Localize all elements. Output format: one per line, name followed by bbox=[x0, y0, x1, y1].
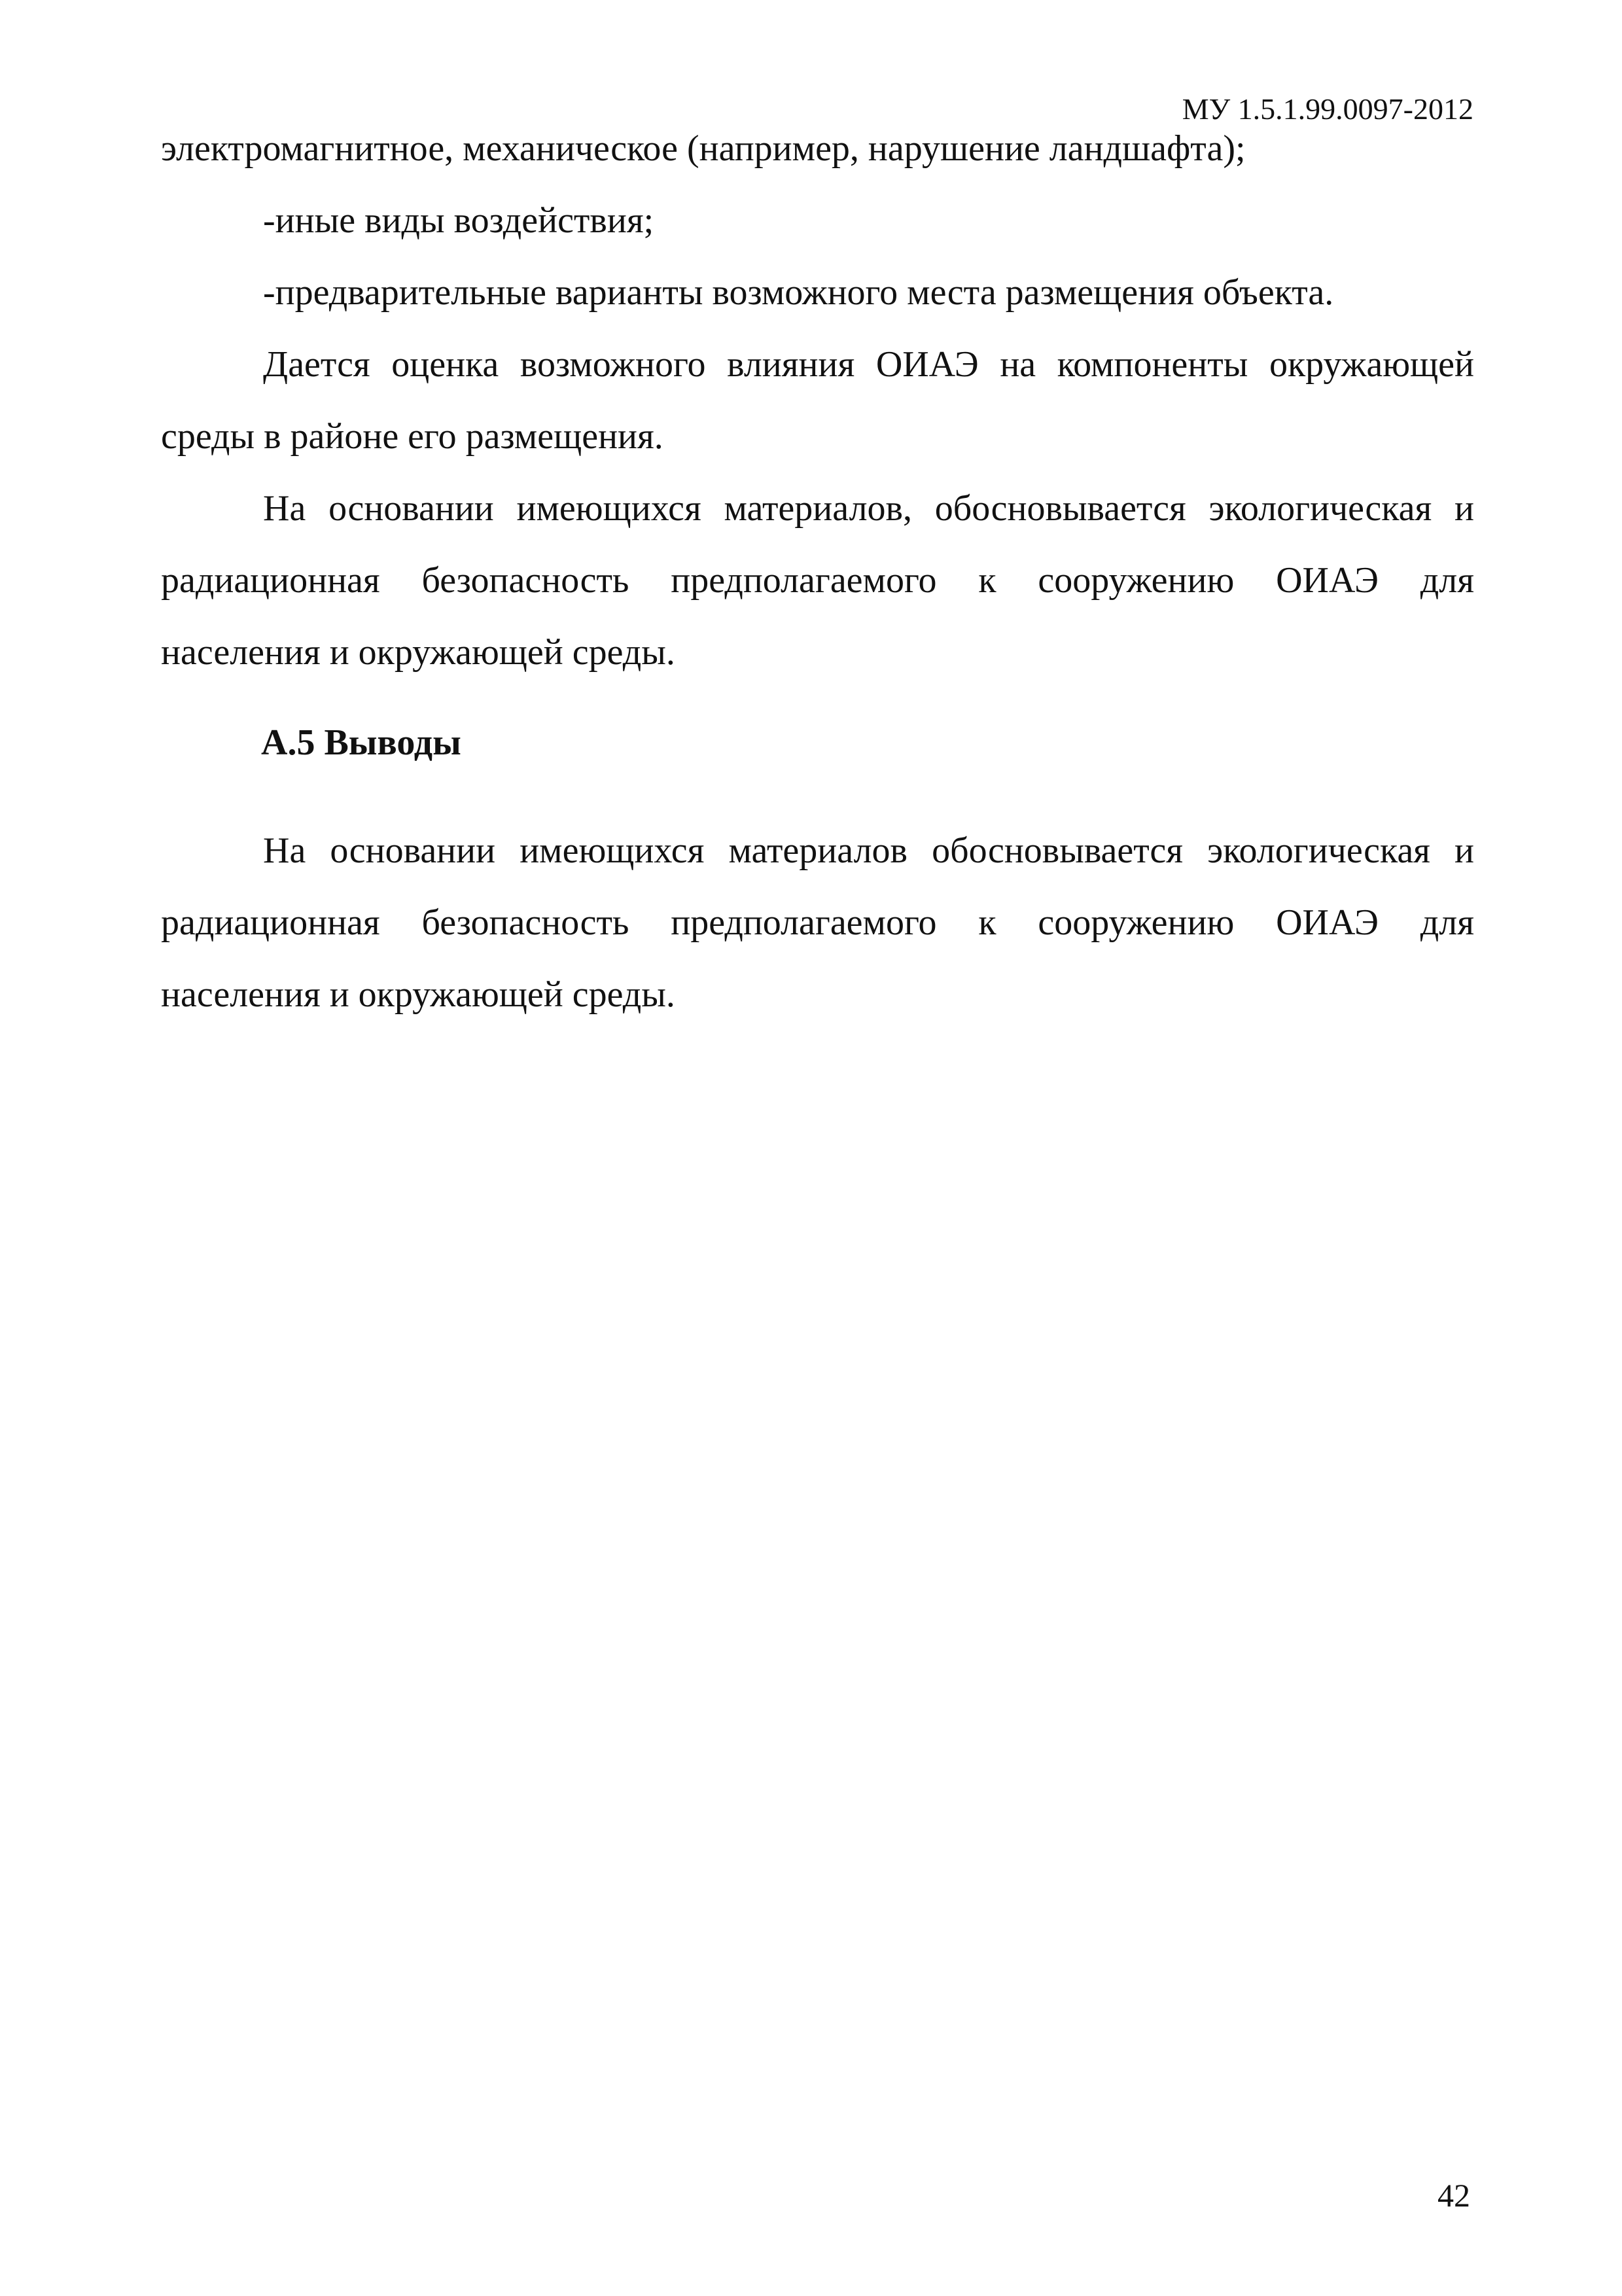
paragraph-line: На основании имеющихся материалов обосновывается экологическая и bbox=[263, 830, 1474, 871]
document-code-header: МУ 1.5.1.99.0097-2012 bbox=[1182, 92, 1473, 126]
paragraph-line: Дается оценка возможного влияния ОИАЭ на компоненты окружающей bbox=[263, 344, 1474, 385]
conclusions-text bbox=[161, 815, 1474, 1031]
section-a4-text bbox=[161, 113, 1474, 688]
paragraph-line: радиационная безопасность предполагаемого к сооружению ОИАЭ для bbox=[161, 560, 1474, 601]
section-heading: А.5 Выводы bbox=[261, 722, 461, 763]
paragraph-line: населения и окружающей среды. bbox=[161, 974, 675, 1015]
list-item: -иные виды воздействия; bbox=[263, 200, 654, 241]
list-item: -предварительные варианты возможного места размещения объекта. bbox=[263, 272, 1334, 313]
page-number: 42 bbox=[1437, 2177, 1470, 2214]
paragraph-line: среды в районе его размещения. bbox=[161, 416, 663, 457]
text-line: электромагнитное, механическое (например, нарушение ландшафта); bbox=[161, 128, 1246, 169]
paragraph-line: На основании имеющихся материалов, обосновывается экологическая и bbox=[263, 488, 1474, 529]
paragraph-line: радиационная безопасность предполагаемого к сооружению ОИАЭ для bbox=[161, 902, 1474, 943]
paragraph-line: населения и окружающей среды. bbox=[161, 632, 675, 673]
